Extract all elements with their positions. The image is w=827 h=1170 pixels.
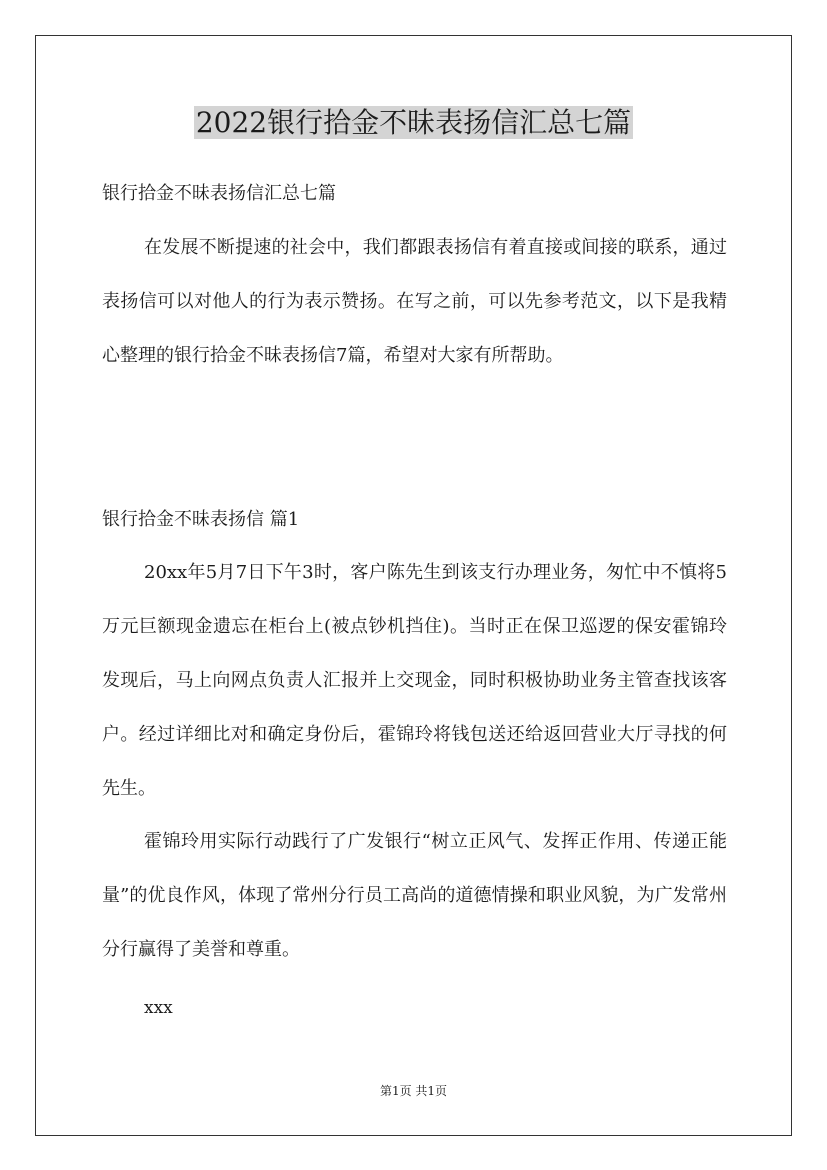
body-paragraph-1: 20xx年5月7日下午3时，客户陈先生到该支行办理业务，匆忙中不慎将5万元巨额现金遗忘在柜台上(被点钞机挡住)。当时正在保卫巡逻的保安霍锦玲发现后，马上向网点负责人汇报并上交现金，同时积极协助业务主管查找该客户。经过详细比对和确定身份后，霍锦玲将钱包送还给返回营业大厅寻找的何先生。 <box>102 562 727 799</box>
document-title <box>0 104 827 142</box>
signature: xxx <box>144 998 173 1018</box>
page-footer: 第1页 共1页 <box>379 1084 448 1098</box>
document-subtitle: 银行拾金不昧表扬信汇总七篇 <box>102 183 336 204</box>
body-paragraph-2: 霍锦玲用实际行动践行了广发银行“树立正风气、发挥正作用、传递正能量”的优良作风，体现了常州分行员工高尚的道德情操和职业风貌，为广发常州分行赢得了美誉和尊重。 <box>102 831 727 960</box>
section-heading: 银行拾金不昧表扬信 篇1 <box>102 509 300 530</box>
intro-paragraph: 在发展不断提速的社会中，我们都跟表扬信有着直接或间接的联系，通过表扬信可以对他人的行为表示赞扬。在写之前，可以先参考范文，以下是我精心整理的银行拾金不昧表扬信7篇，希望对大家有所帮助。 <box>102 237 727 366</box>
document-title-text: 2022银行拾金不昧表扬信汇总七篇 <box>195 106 632 139</box>
